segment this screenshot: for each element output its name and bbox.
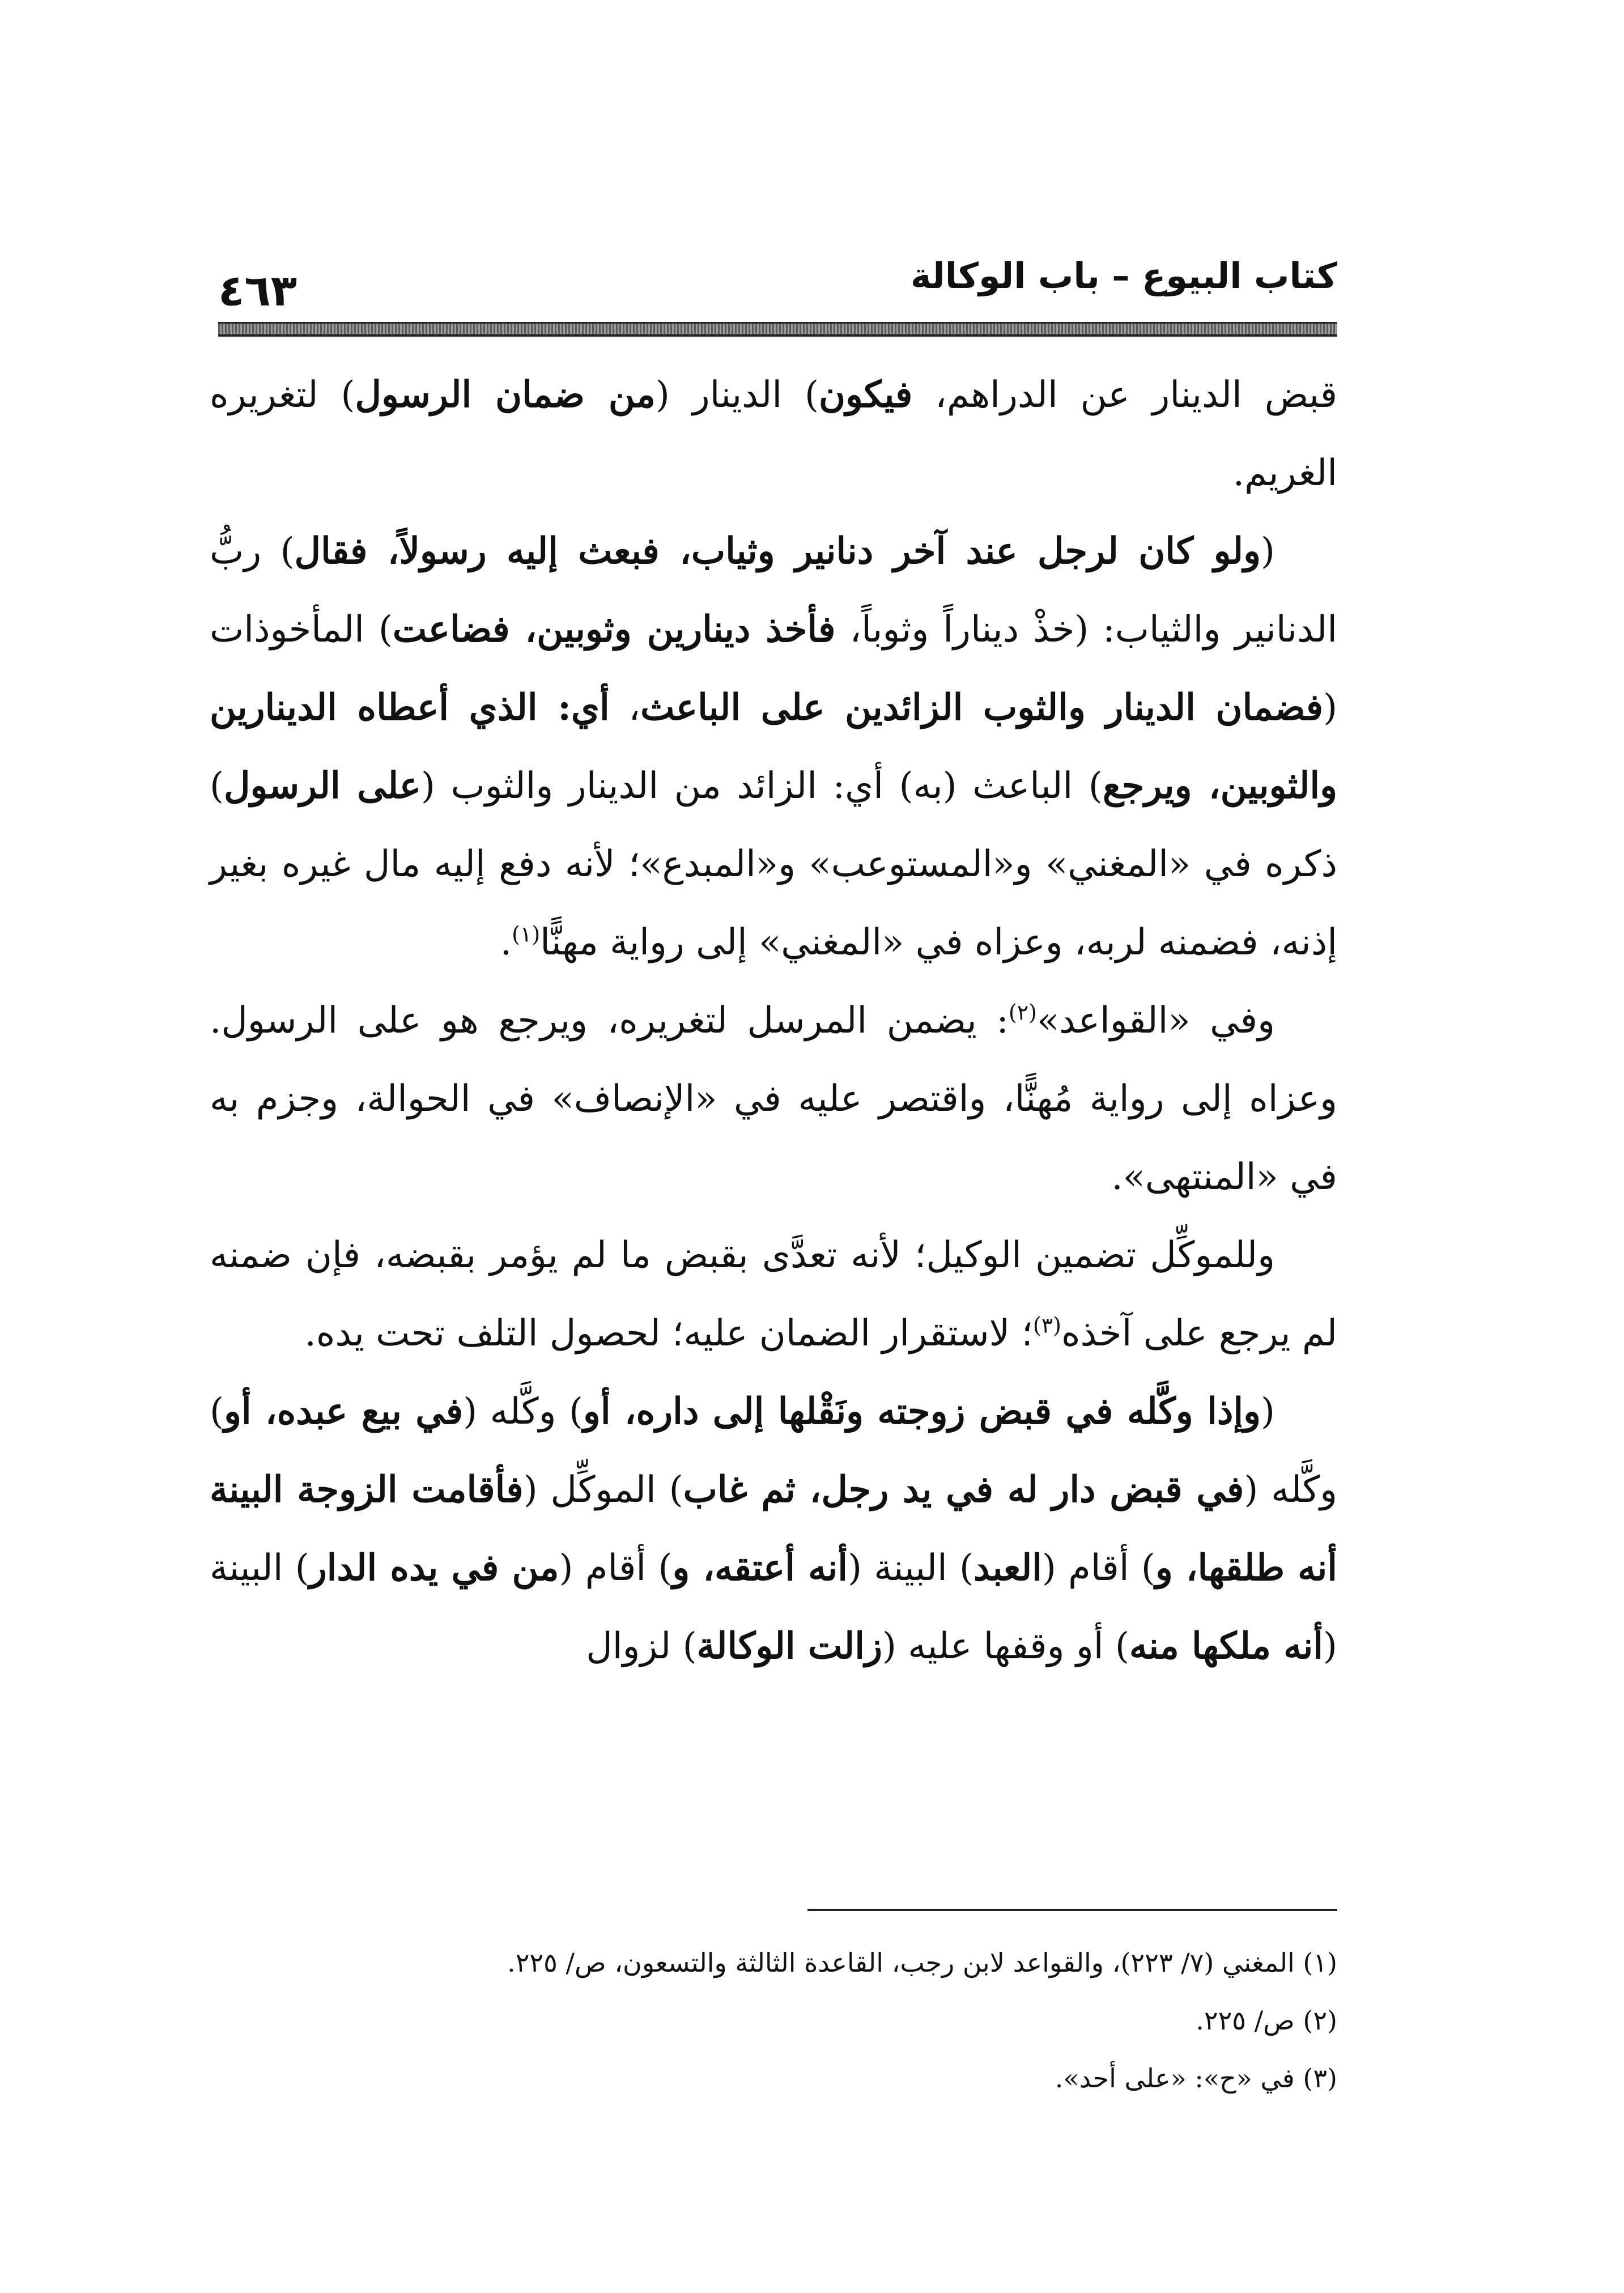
matn-span: في قبض دار له في يد رجل، ثم غاب — [683, 1468, 1244, 1511]
footnote-1: (١) المغني (٧/ ٢٢٣)، والقواعد لابن رجب، القاعدة الثالثة والتسعون، ص/ ٢٢٥. — [507, 1947, 1337, 1978]
text-span: ) الباعث (به) أي: الزائد من الدينار والثوب ( — [420, 765, 1103, 807]
matn-span: فأخذ دينارين وثوبين، فضاعت — [392, 608, 836, 651]
text-span: ) ذكره في «المغني» و«المستوعب» و«المبدع»؛ لأنه دفع إليه مال غيره بغير إذنه، فضمنه لربه، وعزاه في «المغني» إلى رواية مهنًّا — [210, 765, 1337, 963]
running-title: كتاب البيوع – باب الوكالة — [910, 255, 1337, 296]
text-span: ؛ لاستقرار الضمان عليه؛ لحصول التلف تحت يده. — [304, 1313, 1033, 1354]
main-text — [210, 356, 1337, 1685]
footnotes — [210, 1934, 1337, 2107]
text-span: ) ربُّ الدنانير والثياب: (خذْ ديناراً وثوباً، — [210, 530, 1338, 651]
matn-span: وإذا وكَّله في قبض زوجته ونَقْلها إلى داره، أو — [583, 1390, 1261, 1433]
matn-span: من ضمان الرسول — [355, 373, 656, 416]
text-span: ) البينة ( — [210, 1547, 1337, 1667]
matn-span: أي: الذي أعطاه الدينارين والثوبين، ويرجع — [210, 686, 1338, 807]
text-span: قبض الدينار عن الدراهم، — [912, 374, 1338, 416]
matn-span: في بيع عبده، أو — [223, 1390, 464, 1433]
text-span: ) الدينار ( — [655, 374, 819, 416]
text-span: ) أقام ( — [559, 1547, 673, 1589]
footnote-ref-3[interactable]: (٣) — [1032, 1313, 1061, 1338]
matn-span: زالت الوكالة — [696, 1625, 882, 1667]
text-span: ) لزوال — [586, 1625, 697, 1667]
text-span: ( — [1261, 530, 1276, 572]
text-span: : يضمن المرسل لتغريره، ويرجع هو على الرسول. وعزاه إلى رواية مُهنًّا، واقتصر عليه في «الإنصاف» في الحوالة، وجزم به في «المنتهى». — [210, 1000, 1337, 1198]
paragraph-2 — [210, 512, 1337, 982]
text-span: وللموكِّل تضمين الوكيل؛ لأنه تعدَّى بقبض ما لم يؤمر بقبضه، فإن ضمنه لم يرجع على آخذه — [210, 1234, 1337, 1354]
matn-span: فيكون — [818, 373, 913, 416]
text-span: ) وكَّله ( — [210, 1391, 1338, 1511]
footnote-ref-1[interactable]: (١) — [512, 922, 541, 947]
matn-span: من في يده الدار — [309, 1547, 559, 1589]
matn-span: العبد — [973, 1547, 1042, 1589]
text-span: ( — [1261, 1391, 1276, 1433]
text-span: ) لتغريره الغريم. — [210, 374, 1337, 494]
text-span: ) وكَّله ( — [463, 1391, 583, 1433]
text-span: ، — [609, 687, 641, 729]
footnote-separator — [807, 1909, 1337, 1911]
paragraph-4 — [210, 1216, 1337, 1373]
matn-span: أنه ملكها منه — [1129, 1625, 1324, 1667]
matn-span: فضمان الدينار والثوب الزائدين على الباعث — [640, 686, 1324, 729]
footnote-ref-2[interactable]: (٢) — [1008, 1000, 1037, 1025]
text-span: ) البينة ( — [848, 1547, 973, 1589]
footnote-3: (٣) في «ح»: «على أحد». — [1055, 2063, 1337, 2094]
matn-span: على الرسول — [223, 765, 421, 807]
paragraph-1 — [210, 356, 1337, 512]
text-span: . — [500, 922, 512, 963]
text-span: وفي «القواعد» — [1037, 1000, 1276, 1042]
matn-span: ولو كان لرجل عند آخر دنانير وثياب، فبعث إليه رسولاً، فقال — [294, 530, 1261, 572]
page-header — [218, 249, 1337, 317]
matn-span: أنه أعتقه، و — [672, 1547, 848, 1589]
text-span: ) أو وقفها عليه ( — [882, 1625, 1129, 1667]
page-number: ٤٦٣ — [218, 265, 297, 316]
paragraph-3 — [210, 982, 1337, 1216]
header-rule — [218, 322, 1337, 337]
text-span: ) أقام ( — [1041, 1547, 1155, 1589]
footnote-2: (٢) ص/ ٢٢٥. — [1196, 2005, 1337, 2036]
matn-span: فأقامت الزوجة البينة أنه طلقها، و — [210, 1468, 1338, 1589]
paragraph-5 — [210, 1373, 1337, 1685]
text-span: ) الموكِّل ( — [523, 1469, 683, 1511]
text-span: ) المأخوذات ( — [210, 609, 1338, 729]
